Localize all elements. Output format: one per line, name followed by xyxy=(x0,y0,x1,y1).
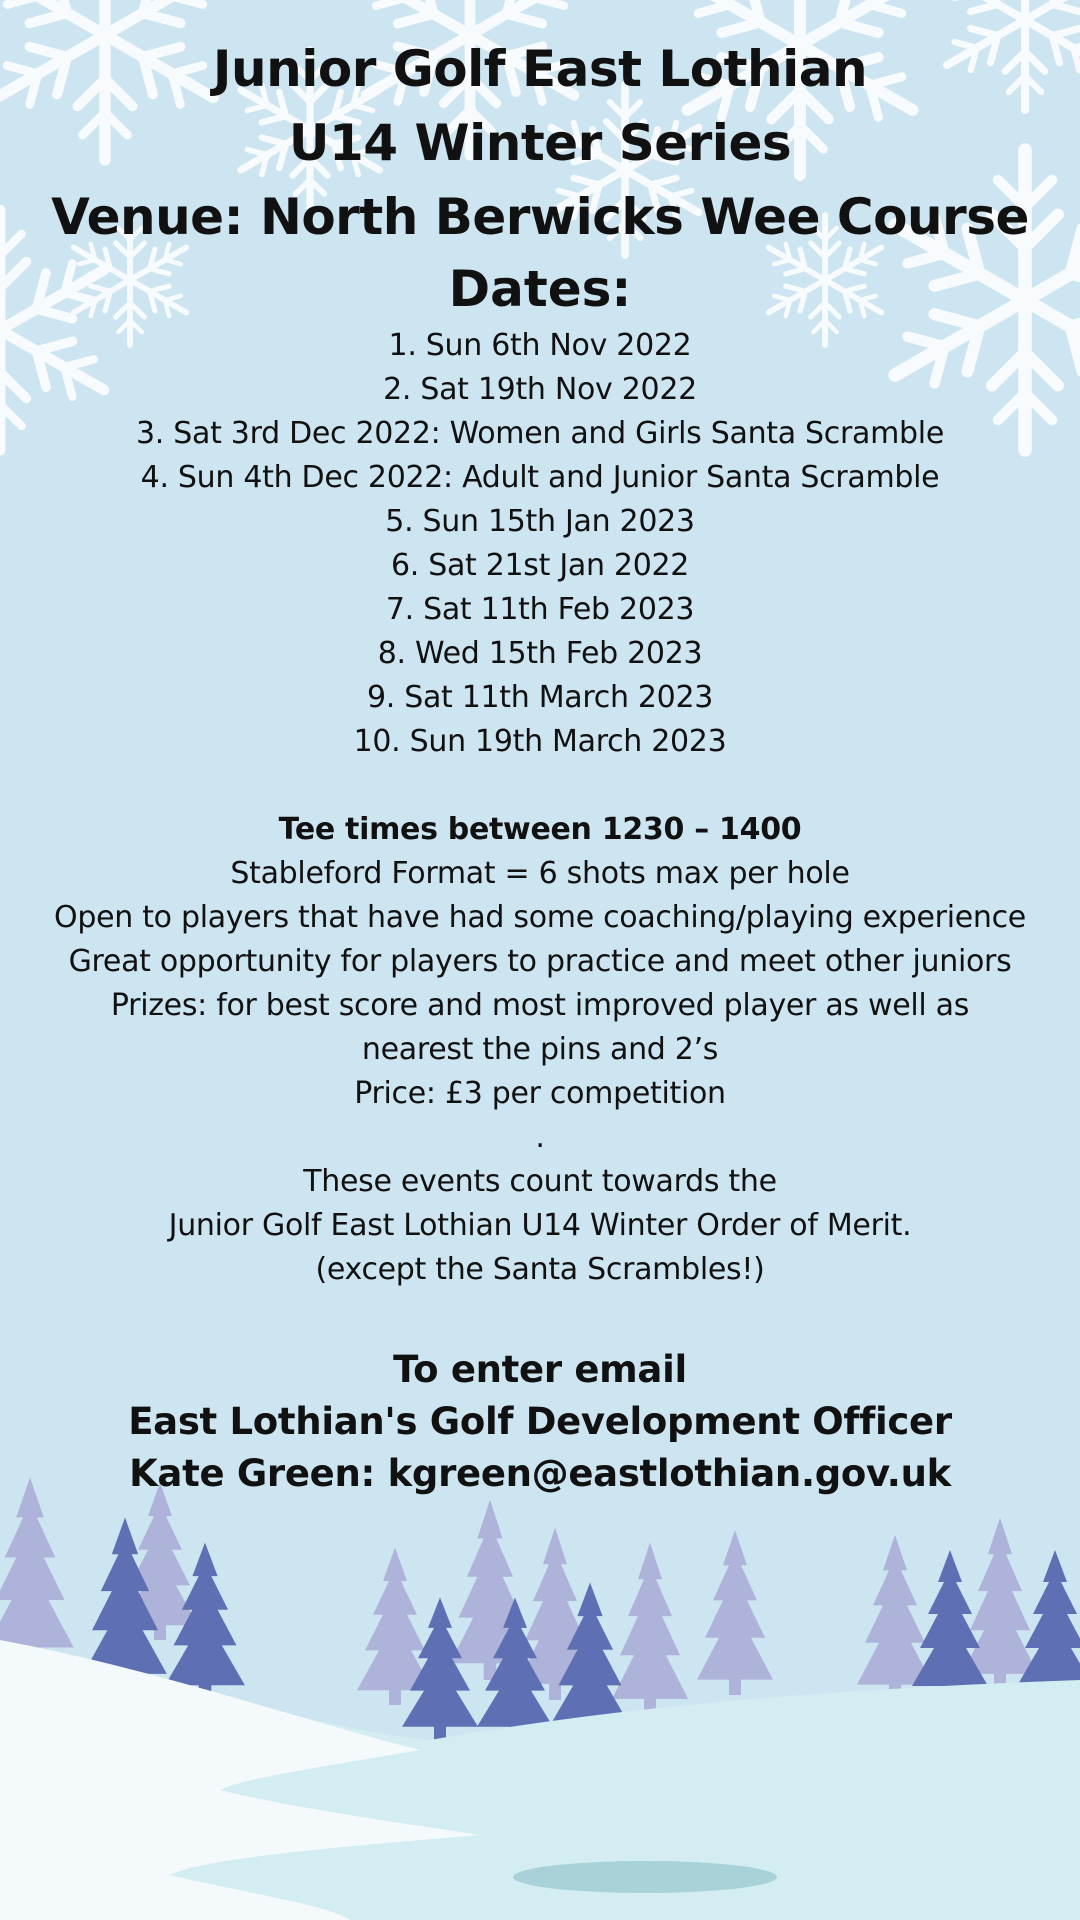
list-item: 7. Sat 11th Feb 2023 xyxy=(385,592,695,627)
order-of-merit-note xyxy=(0,1160,1080,1292)
list-item: 9. Sat 11th March 2023 xyxy=(366,680,714,715)
separator-dot: . xyxy=(535,1120,545,1155)
title-line-1: Junior Golf East Lothian xyxy=(212,40,868,98)
list-item: 1. Sun 6th Nov 2022 xyxy=(388,328,692,363)
list-item: 4. Sun 4th Dec 2022: Adult and Junior Santa Scramble xyxy=(140,460,940,495)
prizes-text-2: nearest the pins and 2’s xyxy=(361,1032,719,1067)
dates-heading: Dates: xyxy=(448,260,632,318)
contact-line-1: To enter email xyxy=(393,1348,687,1391)
contact-block xyxy=(0,1344,1080,1500)
list-item: 6. Sat 21st Jan 2022 xyxy=(390,548,690,583)
venue-line: Venue: North Berwicks Wee Course xyxy=(51,188,1029,246)
prizes-text-1: Prizes: for best score and most improved player as well as xyxy=(110,988,970,1023)
price-text: Price: £3 per competition xyxy=(354,1076,726,1111)
opportunity-text: Great opportunity for players to practice and meet other juniors xyxy=(68,944,1012,979)
title-line-2: U14 Winter Series xyxy=(288,114,792,172)
event-info xyxy=(0,808,1080,1160)
format-text: Stableford Format = 6 shots max per hole xyxy=(230,856,850,891)
dates-list xyxy=(0,324,1080,764)
merit-line-2: Junior Golf East Lothian U14 Winter Order of Merit. xyxy=(168,1208,912,1243)
list-item: 10. Sun 19th March 2023 xyxy=(353,724,727,759)
list-item: 3. Sat 3rd Dec 2022: Women and Girls Santa Scramble xyxy=(136,416,944,451)
list-item: 8. Wed 15th Feb 2023 xyxy=(377,636,703,671)
contact-email[interactable]: Kate Green: kgreen@eastlothian.gov.uk xyxy=(129,1452,951,1495)
eligibility-text: Open to players that have had some coaching/playing experience xyxy=(54,900,1026,935)
merit-line-3: (except the Santa Scrambles!) xyxy=(315,1252,765,1287)
list-item: 2. Sat 19th Nov 2022 xyxy=(383,372,697,407)
tee-times: Tee times between 1230 – 1400 xyxy=(278,812,802,847)
list-item: 5. Sun 15th Jan 2023 xyxy=(385,504,695,539)
merit-line-1: These events count towards the xyxy=(303,1164,777,1199)
contact-line-2: East Lothian's Golf Development Officer xyxy=(128,1400,952,1443)
